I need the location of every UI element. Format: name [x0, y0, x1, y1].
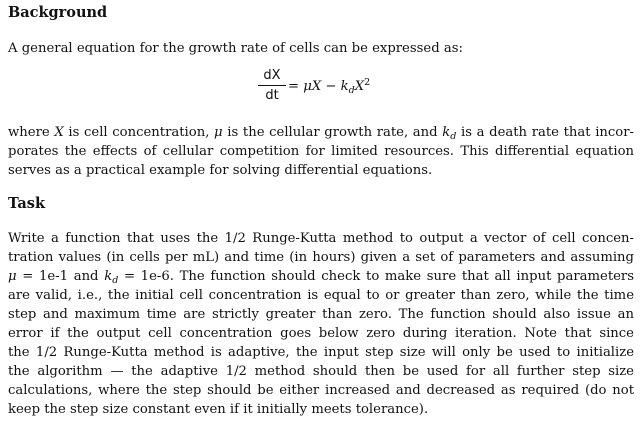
background-heading: Background — [8, 4, 108, 21]
derivative-fraction — [258, 68, 286, 104]
fraction-numerator: dX — [263, 68, 281, 83]
task-heading: Task — [8, 195, 46, 212]
x-variable-squared: X — [354, 79, 365, 94]
d-subscript: d — [348, 85, 355, 96]
equation-right-side — [288, 78, 370, 97]
background-paragraph-line-2: porates the effects of cellular competition for limited resources. This differential equation — [8, 144, 634, 159]
growth-equation — [258, 68, 458, 106]
task-line-4: are valid, i.e., the initial cell concentration is equal to or greater than zero, while the time — [8, 288, 634, 303]
task-line-1: Write a function that uses the 1/2 Runge-Kutta method to output a vector of cell concen- — [8, 231, 634, 246]
task-line-9: calculations, where the step should be either increased and decreased as required (do not — [8, 383, 634, 398]
background-paragraph-line-1: where X is cell concentration, μ is the cellular growth rate, and $k_d$ is a death rate that incor- — [8, 125, 634, 142]
task-line-7: the 1/2 Runge-Kutta method is adaptive, the input step size will only be used to initialize — [8, 345, 634, 360]
background-paragraph-line-3: serves as a practical example for solving differential equations. — [8, 163, 433, 178]
task-line-5: step and maximum time are strictly greater than zero. The function should also issue an — [8, 307, 634, 322]
mu-symbol: μ — [303, 79, 312, 94]
minus-sign: − — [321, 79, 341, 94]
task-line-2: tration values (in cells per mL) and time (in hours) given a set of parameters and assuming — [8, 250, 634, 265]
fraction-denominator: dt — [265, 88, 279, 103]
k-symbol: k — [340, 79, 349, 94]
intro-line: A general equation for the growth rate of cells can be expressed as: — [8, 41, 463, 56]
fraction-bar — [258, 85, 286, 86]
equals-sign: = — [288, 79, 304, 94]
document-page — [8, 0, 634, 427]
task-line-10: keep the step size constant even if it initially meets tolerance). — [8, 402, 429, 417]
x-variable: X — [311, 79, 322, 94]
exponent: 2 — [364, 77, 371, 88]
task-line-6: error if the output cell concentration goes below zero during iteration. Note that since — [8, 326, 634, 341]
task-line-8: the algorithm — the adaptive 1/2 method should then be used for all further step size — [8, 364, 634, 379]
task-line-3: μ = 1e-1 and $k_d = 1e-6$. The function should check to make sure that all input parameters — [8, 269, 635, 286]
